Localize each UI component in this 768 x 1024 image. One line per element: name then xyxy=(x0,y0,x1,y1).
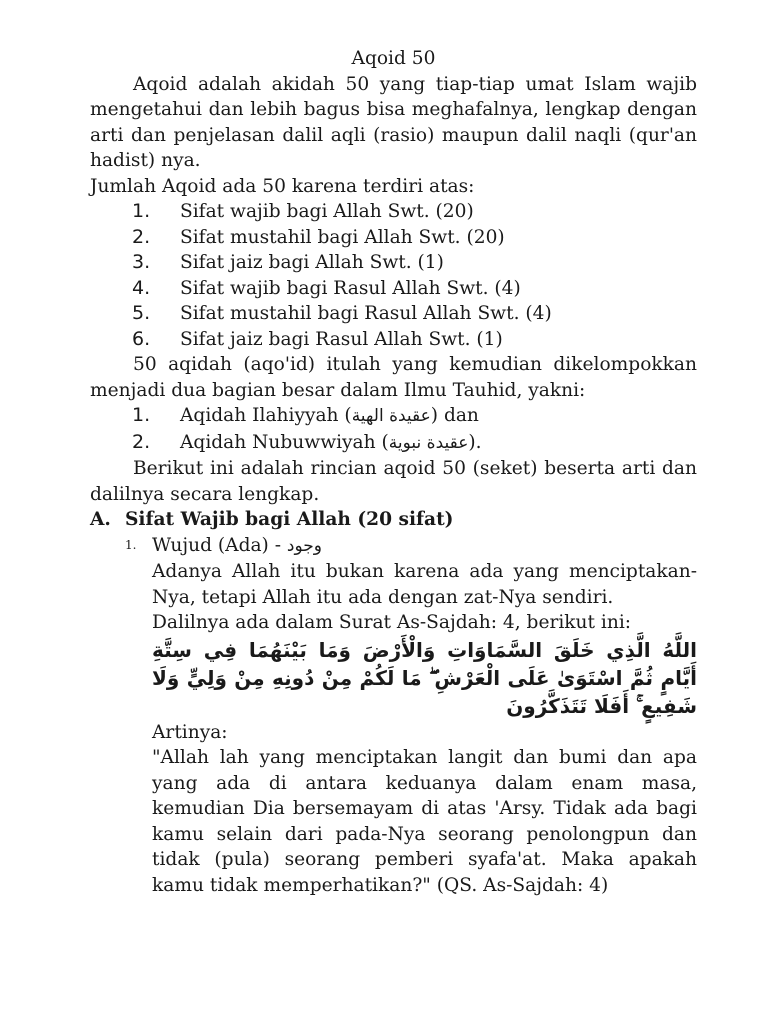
list-item: 2. Aqidah Nubuwwiyah (عقيدة نبوية). xyxy=(132,430,482,453)
count-line: Jumlah Aqoid ada 50 karena terdiri atas: xyxy=(90,175,475,197)
document-title: Aqoid 50 xyxy=(351,48,436,69)
list-item: 5. Sifat mustahil bagi Rasul Allah Swt. (4) xyxy=(132,302,552,324)
quran-verse: اللَّهُ الَّذِي خَلَقَ السَّمَاوَاتِ وَالْأَرْضَ وَمَا بَيْنَهُمَا فِي سِتَّةِ أَيَّامٍ ثُمَّ اسْتَوَىٰ عَلَى الْعَرْشِ ۖ مَا لَكُمْ مِنْ دُونِهِ مِنْ وَلِيٍّ وَلَا شَفِيعٍ ۚ أَفَلَا تَتَذَكَّرُونَ xyxy=(152,637,697,718)
translation-paragraph: "Allah lah yang menciptakan langit dan bumi dan apa yang ada di antara keduanya dalam enam masa, kemudian Dia bersemayam di atas 'Arsy. Tidak ada bagi kamu selain dari pada-Nya seorang penolongpun dan tidak (pula) seorang pemberi syafa'at. Maka apakah kamu tidak memperhatikan?" (QS. As-Sajdah: 4) xyxy=(152,747,697,896)
list-item: 1. Aqidah Ilahiyyah (عقيدة الهية) dan xyxy=(132,404,479,426)
arabic-term: عقيدة نبوية xyxy=(388,432,469,453)
list-item: 1. Sifat wajib bagi Allah Swt. (20) xyxy=(132,200,474,222)
list-item: 2. Sifat mustahil bagi Allah Swt. (20) xyxy=(132,225,505,248)
intro-paragraph: Aqoid adalah akidah 50 yang tiap-tiap umat Islam wajib mengetahui dan lebih bagus bisa meghafalnya, lengkap dengan arti dan penjelasan dalil aqli (rasio) maupun dalil naqli (qur'an hadist) nya. xyxy=(90,73,697,171)
arabic-term: وجود xyxy=(286,535,322,556)
groups-list xyxy=(90,403,697,456)
categories-list xyxy=(90,199,697,352)
list-item: 6. Sifat jaiz bagi Rasul Allah Swt. (1) xyxy=(132,327,503,350)
details-intro-paragraph: Berikut ini adalah rincian aqoid 50 (seket) beserta arti dan dalilnya secara lengkap. xyxy=(90,458,697,505)
artinya-label: Artinya: xyxy=(152,721,228,743)
dalil-line: Dalilnya ada dalam Surat As-Sajdah: 4, berikut ini: xyxy=(152,612,632,633)
list-item: 3. Sifat jaiz bagi Allah Swt. (1) xyxy=(132,251,444,273)
document-page xyxy=(90,46,697,898)
section-heading: A. Sifat Wajib bagi Allah (20 sifat) xyxy=(90,509,454,530)
attribute-item: 1. Wujud (Ada) - وجود xyxy=(125,534,322,556)
list-item: 4. Sifat wajib bagi Rasul Allah Swt. (4) xyxy=(132,276,521,299)
explanation-paragraph: Adanya Allah itu bukan karena ada yang menciptakan-Nya, tetapi Allah itu ada dengan zat-Nya sendiri. xyxy=(152,561,697,608)
grouping-paragraph: 50 aqidah (aqo'id) itulah yang kemudian dikelompokkan menjadi dua bagian besar dalam Ilmu Tauhid, yakni: xyxy=(90,354,697,401)
arabic-term: عقيدة الهية xyxy=(351,406,431,426)
